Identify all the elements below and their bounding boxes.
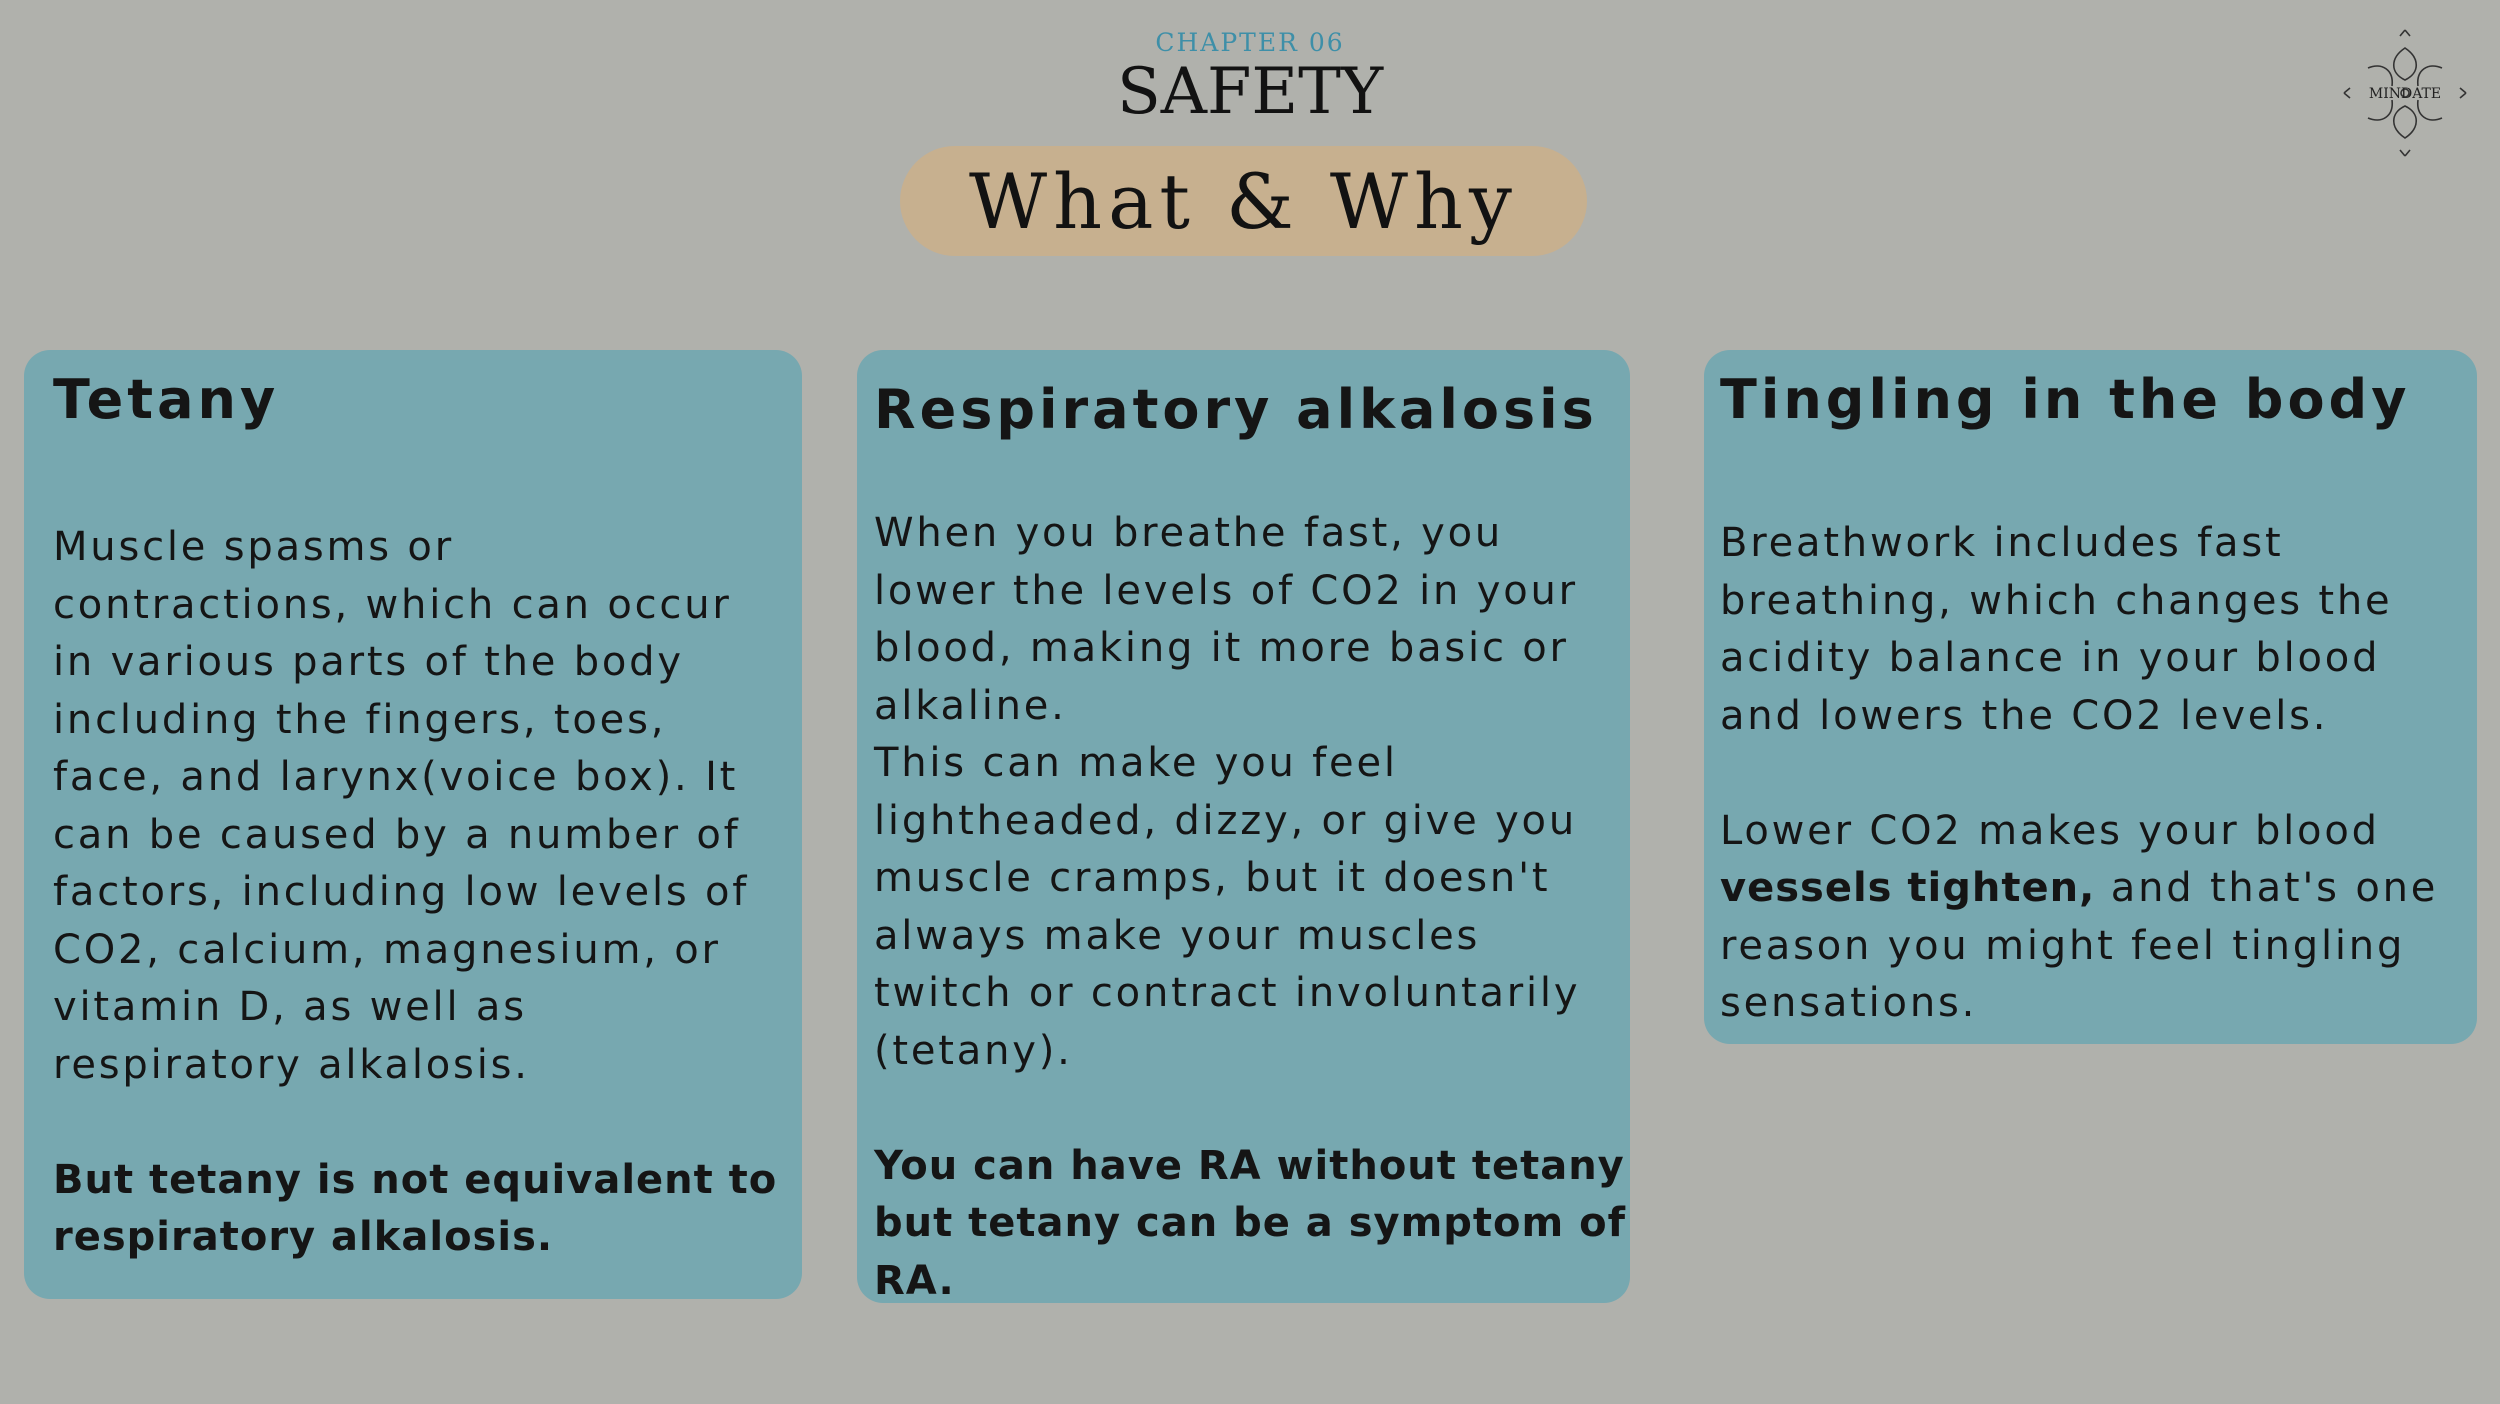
chapter-label: CHAPTER 06 [1155,28,1345,57]
body-line: vitamin D, as well as [53,984,527,1030]
card-respiratory-alkalosis [857,350,1630,1303]
body-line: in various parts of the body [53,639,684,685]
body-line: CO2, calcium, magnesium, or [53,926,721,973]
subtitle-text: What & Why [969,156,1518,246]
body-phrase: and that's one [2095,865,2439,911]
body-line: twitch or contract involuntarily [874,970,1581,1016]
body-line: Breathwork includes fast [1720,520,2284,566]
bold-line: but tetany can be a symptom of [874,1200,1626,1246]
body-line: Lower CO2 makes your blood [1720,807,2380,854]
bold-line: RA. [874,1257,955,1304]
page-title: SAFETY [1116,55,1384,129]
body-line: always make your muscles [874,912,1481,959]
body-line: including the fingers, toes, [53,696,667,743]
body-line: sensations. [1720,980,1978,1026]
body-line: lower the levels of CO2 in your [874,567,1578,614]
subtitle-pill [900,146,1587,256]
card-title: Tetany [53,368,280,431]
card-body [53,519,777,1267]
card-body [1720,515,2438,1033]
card-tingling [1704,350,2477,1044]
body-line: blood, making it more basic or [874,625,1569,671]
body-line-mixed [1720,860,2438,918]
body-line: acidity balance in your blood [1720,635,2381,681]
body-line: Muscle spasms or [53,524,454,570]
lotus-logo-icon [2330,18,2480,168]
body-line: face, and larynx(voice box). It [53,754,739,800]
body-line: and lowers the CO2 levels. [1720,692,2329,739]
body-line: lightheaded, dizzy, or give you [874,797,1577,844]
body-line: This can make you feel [874,740,1398,786]
body-line: When you breathe fast, you [874,510,1504,556]
bold-line: You can have RA without tetany [874,1142,1625,1189]
body-line: can be caused by a number of [53,811,741,858]
card-title: Tingling in the body [1720,368,2411,431]
card-tetany [24,350,802,1299]
bold-line: respiratory alkalosis. [53,1214,554,1260]
bold-phrase: vessels tighten, [1720,865,2096,911]
bold-line: But tetany is not equivalent to [53,1156,778,1203]
body-line: (tetany). [874,1027,1073,1074]
body-line: reason you might feel tingling [1720,922,2406,969]
card-title: Respiratory alkalosis [874,378,1598,441]
body-line: muscle cramps, but it doesn't [874,855,1551,901]
body-line: alkaline. [874,682,1067,729]
card-body [874,505,1626,1310]
logo-text: MINDATE [2368,86,2442,102]
body-line: breathing, which changes the [1720,577,2393,624]
body-line: contractions, which can occur [53,581,732,628]
body-line: respiratory alkalosis. [53,1041,530,1088]
body-line: factors, including low levels of [53,869,750,915]
